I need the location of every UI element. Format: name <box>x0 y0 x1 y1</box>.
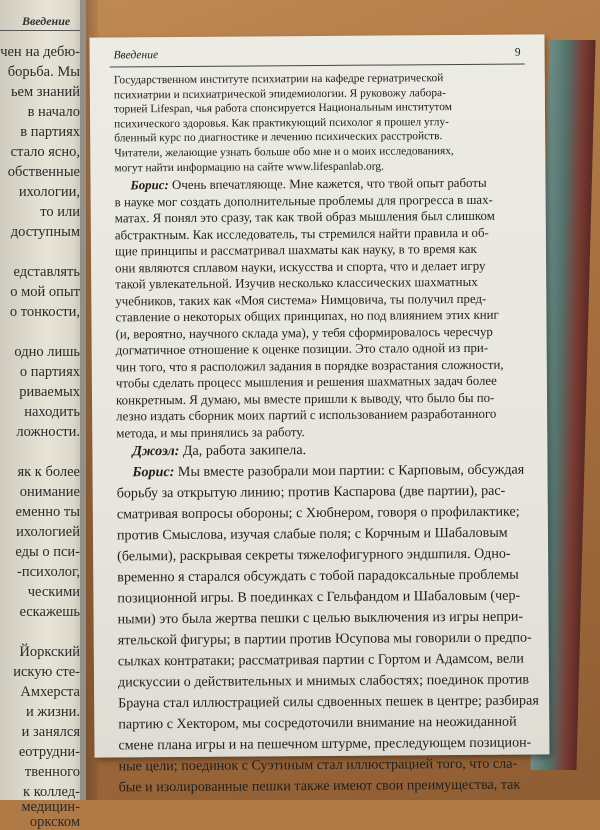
text-line: против Смыслова, изучая слабые поля; с Корчным и Шабаловым <box>116 524 508 544</box>
running-header <box>114 47 521 62</box>
left-text-fragment: искую сте- <box>13 664 80 680</box>
speaker-label: Борис: <box>132 464 175 481</box>
left-text-fragment: едставлять <box>13 264 80 280</box>
text-line: (и, вероятно, научного склада ума), у тебя сформировалось чересчур <box>115 324 493 342</box>
text-line: Читатели, желающие узнать больше обо мне и о моих исследованиях, <box>114 145 454 160</box>
left-text-fragment: о мой опыт <box>10 284 80 300</box>
text-line: бые и изолированные пешки также имеют свои преимущества, так <box>118 776 521 796</box>
left-text-fragment: твенного <box>24 764 80 780</box>
text-line: смене плана игры и на пешечном штурме, преследующем позицион- <box>118 734 532 754</box>
text-line: такой увлекательной. Изучив несколько классических шахматных <box>115 275 478 292</box>
text-line: борьбу за открытую линию; против Каспарова (две партии), рас- <box>116 482 506 502</box>
text-line: щие принципы и рассматривал шахматы как науку, в то время как <box>114 242 477 259</box>
text-line: временно я старался обсуждать с тобой парадоксальные проблемы <box>117 566 519 586</box>
text-line: абстрактным. Как исследователь, ты стремился найти правила и об- <box>114 225 489 243</box>
left-text-fragment: риваемых <box>19 384 80 400</box>
left-text-fragment: стало ясно, <box>10 144 80 160</box>
left-text-fragment: и занялся <box>21 724 80 740</box>
left-text-fragment: доступным <box>10 224 80 240</box>
speaker-label: Борис: <box>130 178 169 193</box>
text-line: сматривая вопросы обороны; с Хюбнером, говоря о профилактике; <box>116 503 520 523</box>
text-line: позиционной игры. В поединках с Гельфандом и Шабаловым (чер- <box>117 587 521 607</box>
intro-paragraph <box>114 71 528 176</box>
left-text-fragment: одно лишь <box>14 344 80 360</box>
text-line: метода, и мы принялись за работу. <box>116 424 305 441</box>
text-line: бленный курс по диагностике и лечению психических расстройств. <box>114 130 443 145</box>
text-line: ные цели; поединок с Суэтиным стал иллюстрацией того, что сла- <box>118 755 518 775</box>
left-text-fragment: о тонкости, <box>9 304 80 320</box>
page-number: 9 <box>514 46 521 59</box>
text-line: чин того, что я расположил задания в порядке возрастания сложности, <box>115 357 504 375</box>
left-text-fragment: ихологией <box>16 524 80 540</box>
right-page <box>89 34 549 796</box>
left-text-fragment: Амхерста <box>20 684 80 700</box>
text-line: сылках контратаки; рассматривая партии с Гортом и Адамсом, вели <box>117 650 524 670</box>
left-text-fragment: о партиях <box>19 364 80 380</box>
text-line: дискуссии о действительных и мнимых слабостях; поединок против <box>117 671 530 691</box>
text-line: учебников, таких как «Моя система» Нимцовича, ты получил пред- <box>115 291 487 309</box>
text-line: лезно издать сборник моих партий с использованием разработанного <box>116 406 497 424</box>
left-text-fragment: медицин- <box>21 799 80 815</box>
text-line: они являются сплавом науки, искусства и спорта, что и делает игру <box>115 258 486 276</box>
boris-paragraph-1 <box>114 175 529 442</box>
left-text-fragment: то или <box>40 204 80 220</box>
text-line: психиатрии и психиатрической эпидемиологии. Я руковожу лабора- <box>113 86 446 102</box>
left-page <box>0 0 86 830</box>
left-text-fragment: еменно ты <box>15 504 80 520</box>
line-text: Мы вместе разобрали мои партии: с Карповым, обсуждая <box>177 461 525 481</box>
text-line: ставление о некоторых общих принципах, но под влиянием этих книг <box>115 307 499 325</box>
left-text-fragment: чен на дебю- <box>0 44 80 60</box>
left-text-fragment: в партиях <box>20 124 80 140</box>
text-line: ятельской фигуры; в партии против Юсупова мы говорили о предпо- <box>117 629 532 649</box>
text-line: матах. Я понял это сразу, так как твой образ мышления был слишком <box>114 208 495 226</box>
left-text-fragment: ескажешь <box>19 604 80 620</box>
left-text-fragment: Йоркский <box>19 644 80 660</box>
left-text-fragment: и жизни. <box>25 704 80 720</box>
left-text-fragment: борьба. Мы <box>7 64 80 80</box>
left-text-fragment: онимание <box>19 484 80 500</box>
left-running-header: Введение <box>22 14 71 28</box>
text-line: торией Lifespan, чья работа спонсируется Национальным институтом <box>113 101 452 116</box>
text-line: могут найти информацию на сайте www.lifespanlab.org. <box>114 160 384 174</box>
paragraph-first-line <box>116 439 529 463</box>
joel-paragraph <box>116 439 529 463</box>
paragraph-lines <box>116 481 539 799</box>
left-text-fragment: ложности. <box>16 424 80 440</box>
paragraph-lines <box>115 191 530 441</box>
speaker-label: Джоэл: <box>132 443 180 460</box>
left-text-fragment: еды о пси- <box>15 544 80 560</box>
page-body <box>113 71 539 799</box>
running-header-title: Введение <box>113 49 159 62</box>
left-text-fragment: еотрудни- <box>18 744 80 760</box>
left-text-fragment: ьем знаний <box>10 84 80 100</box>
left-text-fragment: -психолог, <box>17 564 80 580</box>
text-line: догматичное отношение к оценке позиции. Это стало одной из при- <box>115 340 489 358</box>
text-line: в науке мог создать дополнительные проблемы для прогресса в шах- <box>114 192 493 210</box>
text-line: ными) это была жертва пешки с целью выключения из игры непри- <box>117 608 524 628</box>
text-line: Брауна стал иллюстрацией силы сдвоенных пешек в центре; разбирая <box>118 692 539 712</box>
left-text-fragment: як к более <box>17 464 80 480</box>
left-text-fragment: к коллед- <box>23 784 80 800</box>
left-text-fragment: в начало <box>27 104 80 120</box>
text-line: партию с Хектором, мы сосредоточили внимание на неожиданной <box>118 713 517 733</box>
left-header-rule <box>0 30 80 31</box>
line-text: Очень впечатляюще. Мне кажется, что твой опыт работы <box>171 175 487 193</box>
left-text-fragment: ческими <box>27 584 80 600</box>
left-text-fragment: ихологии, <box>18 184 80 200</box>
text-line: конкретным. Я думаю, мы вместе пришли к выводу, что было бы по- <box>115 390 495 408</box>
left-text-fragment: оркском <box>29 814 80 830</box>
text-line: психического здоровья. Как практикующий психолог я прошел углу- <box>114 115 449 131</box>
text-line: чтобы сделать процесс мышления и решения шахматных задач более <box>115 373 497 391</box>
header-rule <box>110 64 525 68</box>
left-text-fragment: обственные <box>7 164 80 180</box>
paragraph-first-line <box>116 460 529 484</box>
line-text: Да, работа закипела. <box>182 442 307 460</box>
left-text-fragment: находить <box>24 404 80 420</box>
boris-paragraph-2 <box>116 460 539 799</box>
text-line: Государственном институте психиатрии на кафедре гериатрической <box>113 72 444 87</box>
text-line: (белыми), раскрывая секреты тяжелофигурного эндшпиля. Одно- <box>117 545 511 565</box>
